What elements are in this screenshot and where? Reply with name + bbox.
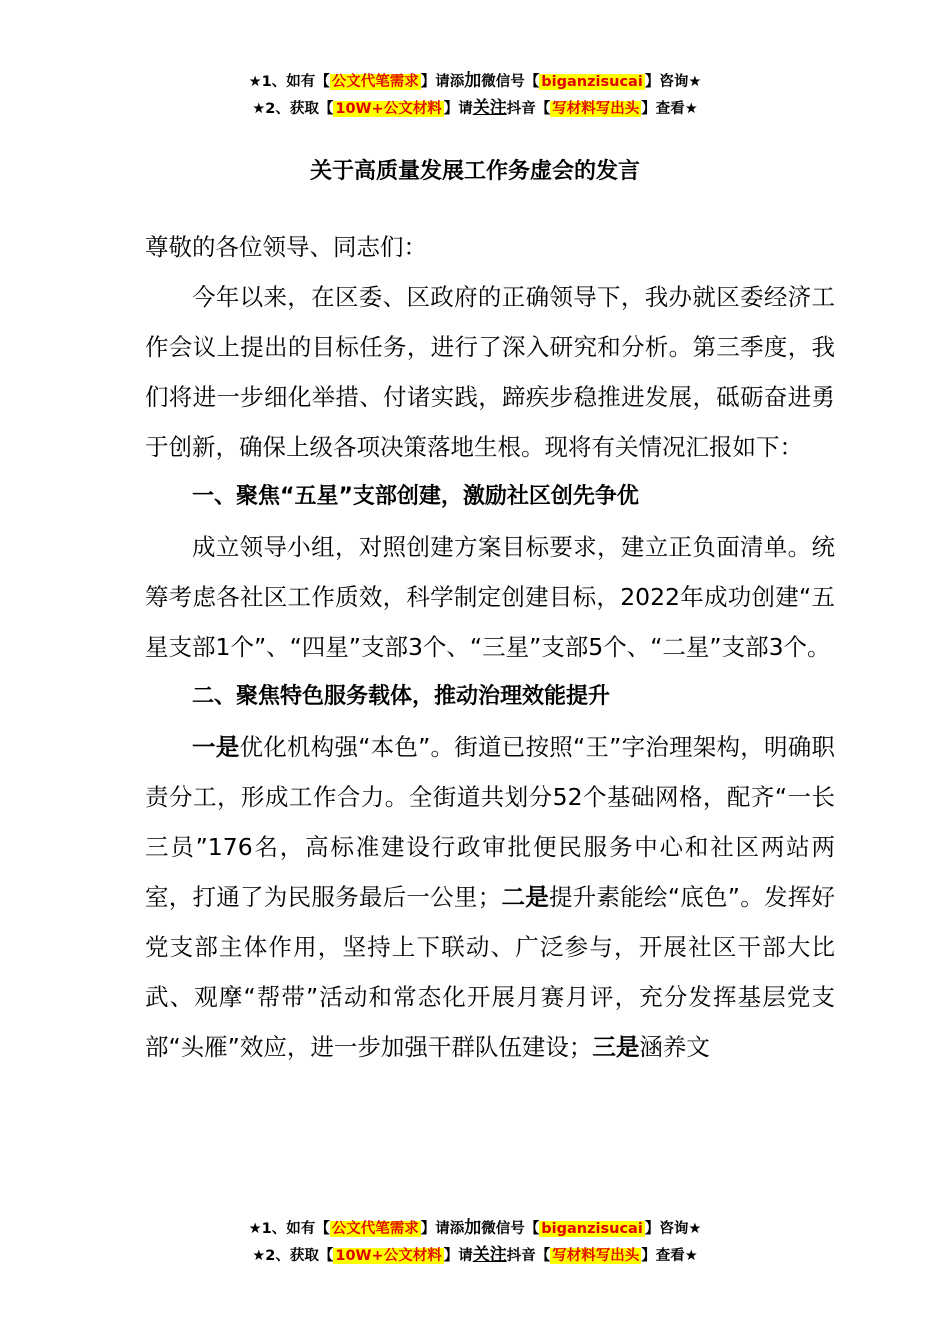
promo-highlight: biganzisucai xyxy=(541,1221,643,1237)
promo-text: ★2、获取【 xyxy=(252,1248,334,1264)
point-1-lead: 一是 xyxy=(192,733,240,761)
promo-text: 】请添 xyxy=(420,74,465,90)
promo-text: 加 xyxy=(464,71,482,91)
promo-text: 抖音【 xyxy=(506,101,551,117)
point-3-lead: 三是 xyxy=(592,1033,640,1061)
promo-text: 】请 xyxy=(443,1248,473,1264)
promo-text: ★1、如有【 xyxy=(248,74,330,90)
promo-text: 】请添 xyxy=(420,1221,465,1237)
point-2-lead: 二是 xyxy=(501,883,549,911)
promo-highlight: 写材料写出头 xyxy=(552,101,640,117)
promo-highlight: 10W+公文材料 xyxy=(335,1248,442,1264)
promo-text: ★1、如有【 xyxy=(248,1221,330,1237)
intro-paragraph: 今年以来，在区委、区政府的正确领导下，我办就区委经济工作会议上提出的目标任务，进行了深入研究和分析。第三季度，我们将进一步细化举措、付诸实践，蹄疾步稳推进发展，砥砺奋进勇于创新，确保上级各项决策落地生根。现将有关情况汇报如下： xyxy=(145,283,835,461)
promo-line-1 xyxy=(0,68,950,95)
salutation: 尊敬的各位领导、同志们： xyxy=(145,233,427,261)
promo-text: ★2、获取【 xyxy=(252,101,334,117)
document-body xyxy=(145,222,835,1072)
promo-highlight: 公文代笔需求 xyxy=(331,1221,419,1237)
promo-text: 抖音【 xyxy=(506,1248,551,1264)
promo-text: 】请 xyxy=(443,101,473,117)
point-1-text: 优化机构强“本色”。街道已按照“王”字治理架构，明确职责分工，形成工作合力。全街道共划分52个基础网格，配齐“一长三员”176名，高标准建设行政审批便民服务中心和社区两站两室，打通了为民服务最后一公里； xyxy=(145,733,836,911)
promo-text: 】查看★ xyxy=(641,1248,698,1264)
promo-line-1 xyxy=(0,1215,950,1242)
promo-text: 】咨询★ xyxy=(644,74,702,90)
section-2-heading: 二、聚焦特色服务载体，推动治理效能提升 xyxy=(192,684,611,709)
promo-text: 加 xyxy=(464,1218,482,1238)
promo-highlight: 10W+公文材料 xyxy=(335,101,442,117)
section-1-paragraph: 成立领导小组，对照创建方案目标要求，建立正负面清单。统筹考虑各社区工作质效，科学制定创建目标，2022年成功创建“五星支部1个”、“四星”支部3个、“三星”支部5个、“二星”支部3个。 xyxy=(145,533,835,661)
promo-line-2 xyxy=(0,1242,950,1269)
promo-text: 微信号【 xyxy=(481,1221,540,1237)
promo-text: 微信号【 xyxy=(481,74,540,90)
promo-text: 】咨询★ xyxy=(644,1221,702,1237)
promo-text: 关注 xyxy=(472,1245,507,1265)
section-2-paragraph xyxy=(145,722,835,1072)
promo-highlight: biganzisucai xyxy=(541,74,643,90)
promo-line-2 xyxy=(0,95,950,122)
promo-highlight: 写材料写出头 xyxy=(552,1248,640,1264)
promo-highlight: 公文代笔需求 xyxy=(331,74,419,90)
promo-text: 关注 xyxy=(472,98,507,118)
document-title: 关于高质量发展工作务虚会的发言 xyxy=(309,159,640,184)
section-1-heading: 一、聚焦“五星”支部创建，激励社区创先争优 xyxy=(192,484,639,509)
promo-text: 】查看★ xyxy=(641,101,698,117)
point-3-text: 涵养文 xyxy=(639,1033,710,1061)
point-2-text: 提升素能绘“底色”。发挥好党支部主体作用，坚持上下联动、广泛参与，开展社区干部大比武、观摩“帮带”活动和常态化开展月赛月评，充分发挥基层党支部“头雁”效应，进一步加强干群队伍建设； xyxy=(145,883,836,1061)
promo-banner-top xyxy=(0,68,950,122)
promo-banner-bottom xyxy=(0,1215,950,1269)
